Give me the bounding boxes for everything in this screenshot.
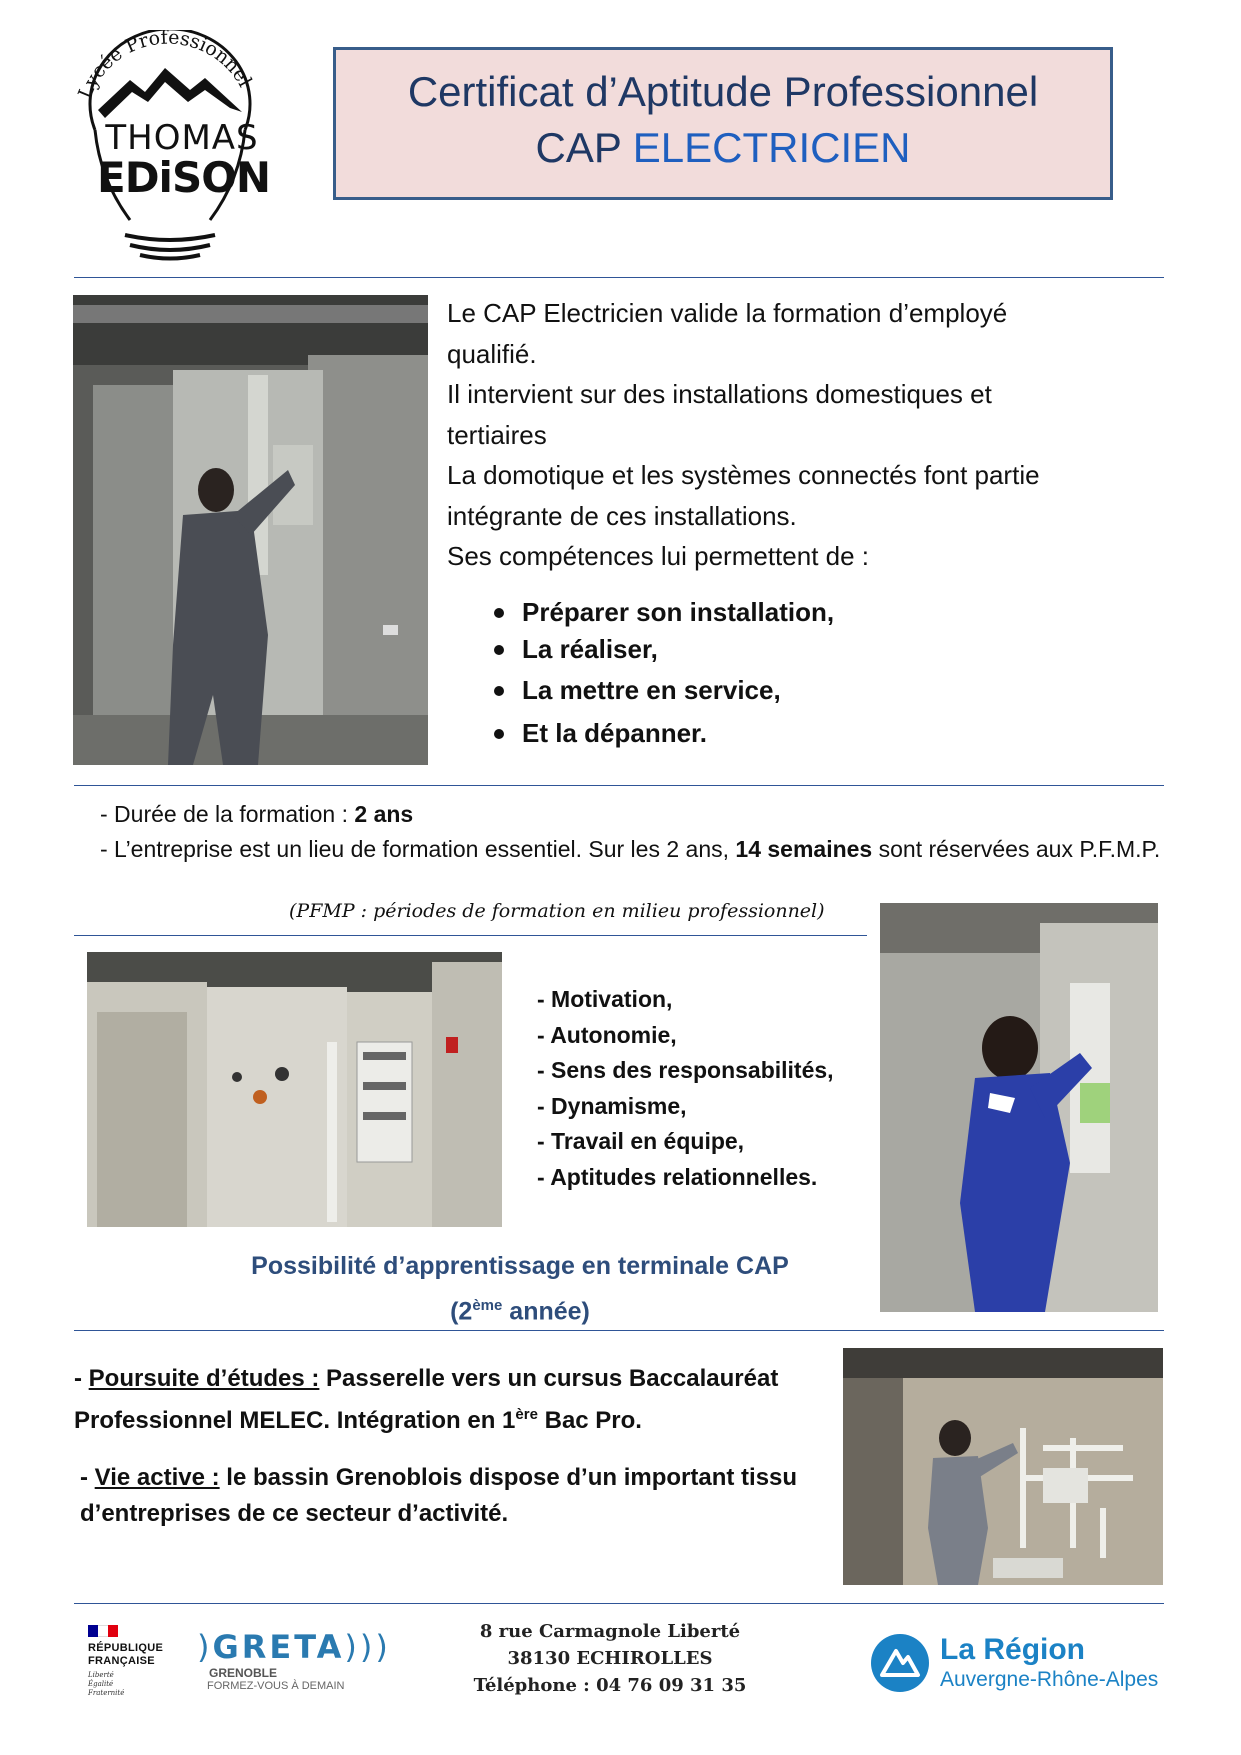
apprenticeship-line1: Possibilité d’apprentissage en terminale CAP	[251, 1252, 789, 1280]
logo-name-edison: EDiSON	[97, 153, 271, 202]
intro-paragraph	[447, 293, 1167, 577]
skill-text: Préparer son installation,	[522, 597, 835, 627]
motto-line: Liberté	[88, 1671, 114, 1679]
qualities-list	[537, 982, 877, 1195]
bullet-icon	[494, 686, 504, 696]
duration-value: 2 ans	[354, 801, 414, 827]
list-item: - Autonomie,	[537, 1021, 677, 1048]
studies-label: Poursuite d’études :	[88, 1365, 320, 1392]
list-item: - Aptitudes relationnelles.	[537, 1163, 818, 1190]
company-weeks: 14 semaines	[735, 836, 873, 862]
republique-francaise-logo	[88, 1625, 198, 1698]
greta-wordmark: )GRETA)))	[197, 1628, 391, 1666]
greta-logo	[197, 1628, 391, 1692]
studies-sup: ère	[515, 1406, 538, 1423]
address-street: 8 rue Carmagnole Liberté	[479, 1621, 741, 1642]
subtitle-prefix: CAP	[535, 124, 633, 171]
company-suffix: sont réservées aux P.F.M.P.	[872, 836, 1161, 862]
logo-arc-text: Lycée Professionnel	[74, 30, 256, 102]
studies-dash: -	[74, 1365, 89, 1392]
logo-name-thomas: THOMAS	[105, 118, 259, 158]
list-item: - Sens des responsabilités,	[537, 1057, 834, 1083]
company-text: - L’entreprise est un lieu de formation essentiel. Sur les 2 ans,	[100, 836, 736, 862]
further-studies	[74, 1361, 834, 1439]
intro-line: qualifié.	[447, 338, 537, 369]
photo-wiring-board	[843, 1348, 1163, 1585]
photo-student-wiring	[880, 903, 1158, 1312]
bullet-icon	[494, 729, 504, 739]
motto-line: Égalité	[88, 1680, 114, 1688]
divider	[74, 785, 1164, 786]
bullet-icon	[494, 645, 504, 655]
list-item: - Dynamisme,	[537, 1092, 687, 1119]
year-open: (2	[450, 1297, 473, 1326]
region-logo-icon	[870, 1633, 930, 1693]
duration-line	[100, 797, 1180, 832]
apprenticeship-line2	[190, 1286, 850, 1331]
region-name	[940, 1633, 1200, 1693]
apprenticeship-note	[190, 1246, 850, 1331]
photo-technician-panel	[73, 295, 428, 765]
region-line1: La Région	[940, 1633, 1086, 1666]
active-life-dash: -	[80, 1464, 95, 1491]
intro-line: Il intervient sur des installations domestiques et	[447, 379, 992, 409]
intro-line: La domotique et les systèmes connectés font partie	[447, 460, 1040, 490]
skill-text: La réaliser,	[522, 634, 658, 664]
divider	[74, 1330, 1164, 1331]
active-life-label: Vie active :	[94, 1464, 220, 1491]
phone-number: Téléphone : 04 76 09 31 35	[473, 1675, 747, 1696]
pfmp-note: (PFMP : périodes de formation en milieu professionnel)	[289, 900, 825, 922]
studies-text-end: Bac Pro.	[537, 1407, 642, 1434]
intro-line: intégrante de ces installations.	[447, 500, 797, 531]
rf-name	[88, 1642, 198, 1668]
year-sup: ème	[472, 1297, 503, 1314]
company-line	[100, 832, 1180, 867]
page-title: Certificat d’Aptitude Professionnel	[407, 68, 1039, 115]
list-item	[490, 629, 1090, 669]
skill-text: La mettre en service,	[522, 675, 781, 705]
intro-line: tertiaires	[447, 419, 547, 450]
divider	[74, 1603, 1164, 1604]
rf-line: RÉPUBLIQUE	[88, 1642, 164, 1654]
intro-line: Ses compétences lui permettent de :	[447, 541, 870, 571]
divider	[74, 277, 1164, 278]
list-item: - Travail en équipe,	[537, 1128, 745, 1154]
divider	[74, 935, 867, 936]
list-item	[490, 670, 1090, 710]
title-box	[333, 47, 1113, 200]
rf-motto	[88, 1671, 198, 1698]
training-facts	[100, 797, 1180, 867]
rf-line: FRANÇAISE	[88, 1655, 155, 1667]
region-line2: Auvergne-Rhône-Alpes	[940, 1668, 1159, 1691]
skills-list	[490, 592, 1090, 753]
list-item: - Motivation,	[537, 986, 673, 1012]
greta-city: GRENOBLE	[209, 1666, 278, 1680]
duration-label: - Durée de la formation :	[100, 801, 355, 827]
list-item	[490, 713, 1090, 753]
greta-slogan: FORMEZ-VOUS À DEMAIN	[207, 1680, 345, 1692]
photo-workshop-booths	[87, 952, 502, 1227]
skill-text: Et la dépanner.	[522, 718, 707, 748]
subtitle-accent: ELECTRICIEN	[632, 124, 911, 171]
bullet-icon	[494, 608, 504, 618]
page-subtitle	[336, 124, 1110, 172]
year-close: année)	[502, 1297, 590, 1326]
motto-line: Fraternité	[88, 1689, 125, 1697]
intro-line: Le CAP Electricien valide la formation d’employé	[447, 298, 1008, 328]
greta-name: GRETA	[212, 1628, 345, 1666]
french-flag-icon	[88, 1625, 118, 1637]
active-life	[80, 1460, 840, 1532]
studies-text: Passerelle vers un cursus Baccalauréat Professionnel MELEC. Intégration en 1	[74, 1365, 779, 1434]
address-city: 38130 ECHIROLLES	[507, 1648, 713, 1669]
address-block	[440, 1618, 780, 1699]
active-life-text: le bassin Grenoblois dispose d’un important tissu d’entreprises de ce secteur d’activité.	[80, 1464, 798, 1527]
list-item	[490, 592, 1090, 632]
